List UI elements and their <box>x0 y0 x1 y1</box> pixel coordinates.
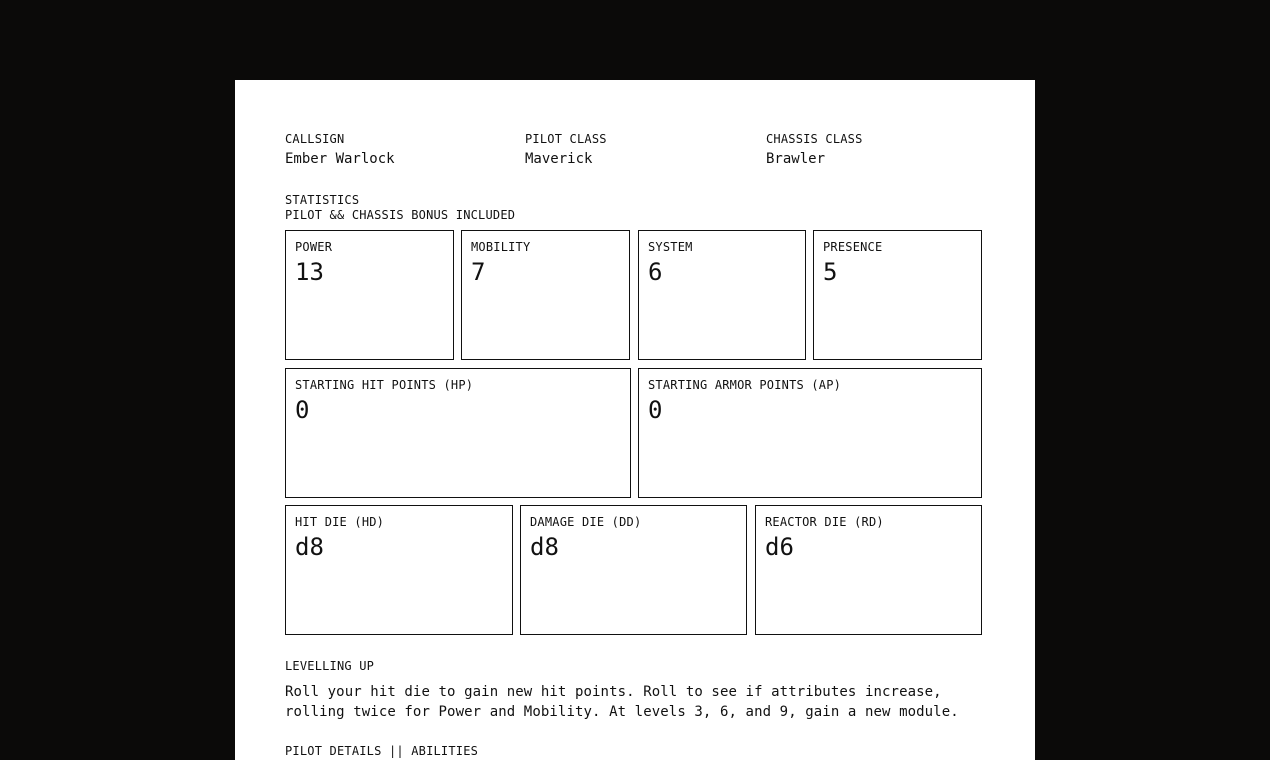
reactor-die-value: d6 <box>765 533 794 561</box>
stat-label: SYSTEM <box>648 240 693 254</box>
callsign-field <box>285 132 395 168</box>
chassis-class-value: Brawler <box>766 151 826 167</box>
stat-label: PRESENCE <box>823 240 883 254</box>
ap-box <box>638 368 982 498</box>
levelling-up-section <box>285 659 985 722</box>
pilot-details-heading: PILOT DETAILS || ABILITIES <box>285 744 479 758</box>
levelling-up-line: rolling twice for Power and Mobility. At levels 3, 6, and 9, gain a new module. <box>285 704 959 720</box>
damage-die-box <box>520 505 747 635</box>
reactor-die-label: REACTOR DIE (RD) <box>765 515 884 529</box>
hit-die-value: d8 <box>295 533 324 561</box>
ap-label: STARTING ARMOR POINTS (AP) <box>648 378 842 392</box>
stat-box-mobility <box>461 230 630 360</box>
hp-box <box>285 368 631 498</box>
stat-value: 5 <box>823 258 838 286</box>
stat-box-presence <box>813 230 982 360</box>
character-sheet <box>235 80 1035 760</box>
levelling-up-text <box>285 682 985 722</box>
stat-box-power <box>285 230 454 360</box>
hit-die-box <box>285 505 513 635</box>
stat-box-system <box>638 230 806 360</box>
stat-label: POWER <box>295 240 333 254</box>
stat-value: 6 <box>648 258 663 286</box>
hit-die-label: HIT DIE (HD) <box>295 515 385 529</box>
callsign-value: Ember Warlock <box>285 151 395 167</box>
damage-die-value: d8 <box>530 533 559 561</box>
statistics-heading <box>285 193 515 223</box>
damage-die-label: DAMAGE DIE (DD) <box>530 515 642 529</box>
levelling-up-line: Roll your hit die to gain new hit points. Roll to see if attributes increase, <box>285 684 942 700</box>
statistics-subtitle: PILOT && CHASSIS BONUS INCLUDED <box>285 208 516 222</box>
hp-label: STARTING HIT POINTS (HP) <box>295 378 474 392</box>
hp-value: 0 <box>295 396 310 424</box>
stat-value: 13 <box>295 258 324 286</box>
pilot-class-field <box>525 132 607 168</box>
pilot-class-label: PILOT CLASS <box>525 132 607 146</box>
stat-label: MOBILITY <box>471 240 531 254</box>
statistics-title: STATISTICS <box>285 193 360 207</box>
stat-value: 7 <box>471 258 486 286</box>
levelling-up-title: LEVELLING UP <box>285 659 375 673</box>
chassis-class-label: CHASSIS CLASS <box>766 132 863 146</box>
ap-value: 0 <box>648 396 663 424</box>
pilot-class-value: Maverick <box>525 151 593 167</box>
chassis-class-field <box>766 132 863 168</box>
callsign-label: CALLSIGN <box>285 132 345 146</box>
reactor-die-box <box>755 505 982 635</box>
